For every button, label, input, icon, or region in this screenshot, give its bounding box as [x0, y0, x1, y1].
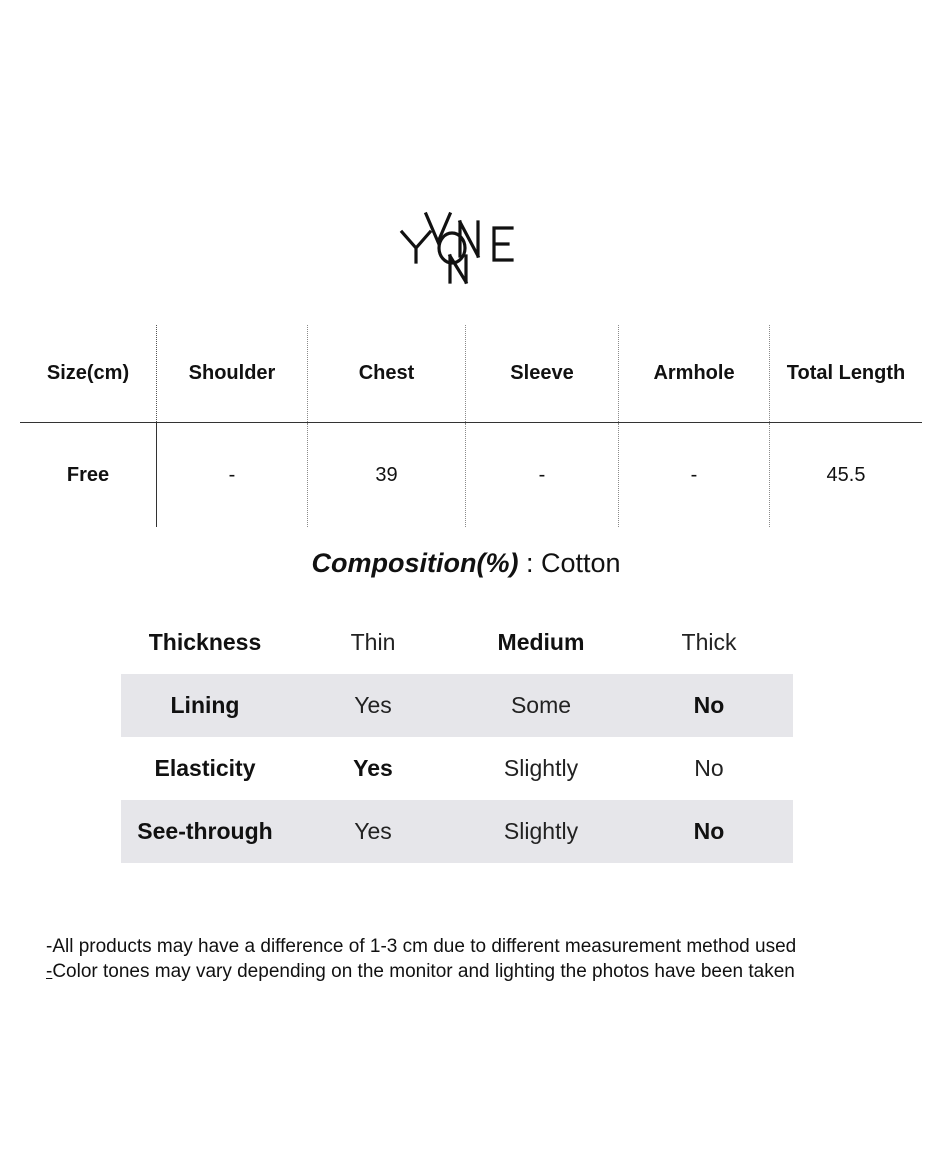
note-line-2-text: Color tones may vary depending on the monitor and lighting the photos have been taken — [52, 961, 795, 982]
note-line-2 — [46, 959, 796, 984]
header-armhole: Armhole — [619, 325, 770, 422]
property-option: Yes — [354, 818, 392, 844]
property-option: Slightly — [503, 755, 579, 781]
property-option: No — [694, 755, 724, 781]
cell-total-length: 45.5 — [826, 463, 866, 486]
size-table-header — [20, 325, 922, 423]
property-name: Elasticity — [154, 755, 256, 781]
header-sleeve: Sleeve — [466, 325, 619, 422]
table-row — [121, 800, 793, 863]
header-size: Size(cm) — [20, 325, 157, 422]
property-option-selected: No — [693, 818, 725, 844]
composition-label: Composition(%) — [311, 548, 519, 578]
table-row — [121, 611, 793, 674]
table-row — [121, 737, 793, 800]
disclaimer-notes — [46, 934, 796, 984]
property-option: Thin — [350, 629, 396, 655]
table-row — [20, 423, 922, 527]
composition-separator: : — [518, 548, 541, 578]
property-option: Some — [510, 692, 572, 718]
properties-table — [121, 611, 793, 863]
property-option-selected: No — [693, 692, 725, 718]
table-row — [121, 674, 793, 737]
brand-logo-mark — [396, 208, 518, 288]
size-table — [20, 325, 922, 527]
composition-line — [0, 548, 932, 579]
property-name: See-through — [137, 818, 273, 844]
cell-sleeve: - — [466, 423, 619, 527]
property-option: Yes — [354, 692, 392, 718]
cell-shoulder: - — [157, 423, 308, 527]
composition-value: Cotton — [540, 548, 621, 578]
note-line-2-dash: - — [46, 961, 53, 982]
header-total-length: Total Length — [786, 362, 906, 384]
property-name: Lining — [170, 692, 240, 718]
property-option-selected: Medium — [497, 629, 585, 655]
header-chest: Chest — [308, 325, 466, 422]
property-name: Thickness — [148, 629, 262, 655]
header-shoulder: Shoulder — [157, 325, 308, 422]
property-option: Thick — [681, 629, 737, 655]
note-line-1: -All products may have a difference of 1-3 cm due to different measurement method used — [46, 936, 797, 957]
property-option-selected: Yes — [353, 755, 393, 781]
brand-logo — [396, 208, 518, 288]
cell-size: Free — [20, 423, 157, 527]
property-option: Slightly — [503, 818, 579, 844]
cell-chest: 39 — [308, 423, 466, 527]
cell-armhole: - — [619, 423, 770, 527]
